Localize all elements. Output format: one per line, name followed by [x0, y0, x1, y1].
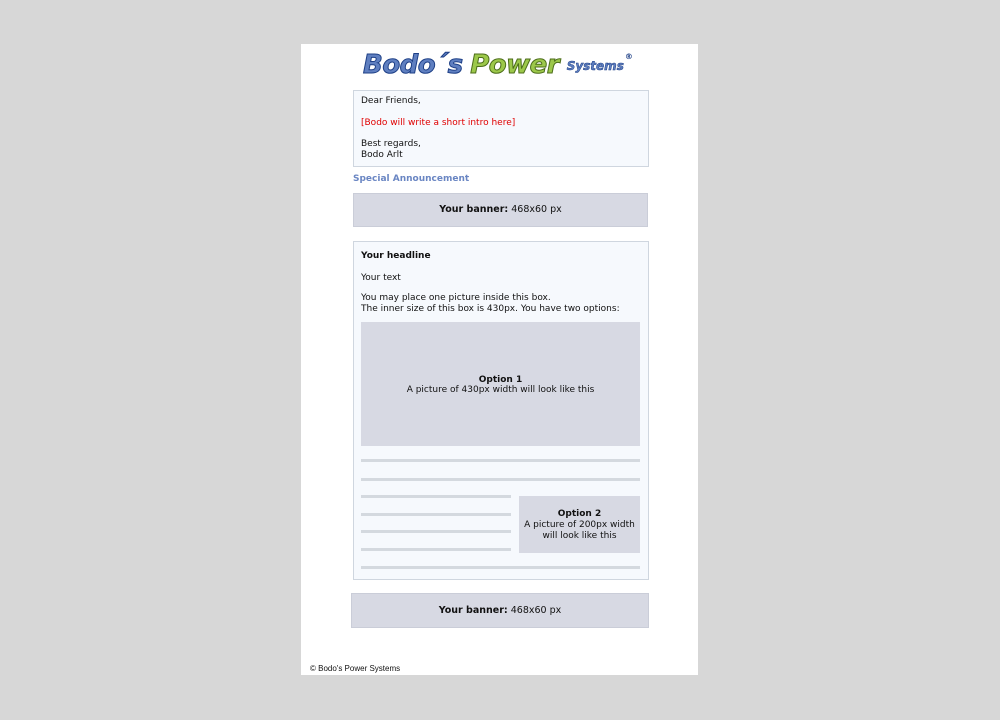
content-text: Your text [361, 273, 401, 283]
bottom-banner-size: 468x60 px [510, 605, 562, 616]
text-line-placeholder [361, 513, 511, 516]
logo-word-bodo: Bodo´s [363, 50, 463, 80]
content-info-line2: The inner size of this box is 430px. You have two options: [361, 304, 620, 314]
option1-picture-placeholder [361, 322, 640, 446]
content-info-line1: You may place one picture inside this box. [361, 293, 551, 303]
top-banner-label: Your banner: [439, 204, 509, 215]
top-banner-size: 468x60 px [511, 204, 562, 215]
bodos-power-systems-logo [363, 50, 633, 82]
special-announcement-heading: Special Announcement [353, 174, 470, 184]
newsletter-page [301, 44, 698, 675]
intro-box [353, 90, 649, 167]
text-line-placeholder [361, 459, 640, 462]
text-line-placeholder [361, 548, 511, 551]
text-line-placeholder [361, 566, 640, 569]
logo-word-power: Power [470, 50, 560, 80]
registered-mark: ® [624, 52, 633, 61]
content-box [353, 241, 649, 580]
logo-word-systems: Systems [566, 59, 624, 73]
text-line-placeholder [361, 495, 511, 498]
option2-description-line2: will look like this [542, 531, 617, 541]
intro-signature: Bodo Arlt [361, 150, 403, 160]
option1-description: A picture of 430px width will look like this [406, 385, 595, 395]
text-line-placeholder [361, 530, 511, 533]
content-headline: Your headline [361, 251, 431, 261]
intro-closing: Best regards, [361, 139, 421, 149]
copyright-footer: © Bodo's Power Systems [310, 664, 401, 673]
text-line-placeholder [361, 478, 640, 481]
bottom-banner-placeholder [351, 593, 649, 628]
option2-title: Option 2 [557, 509, 602, 519]
top-banner-placeholder [353, 193, 648, 227]
intro-placeholder: [Bodo will write a short intro here] [361, 118, 516, 128]
option2-picture-placeholder [519, 496, 640, 553]
option2-description-line1: A picture of 200px width [524, 520, 635, 530]
option1-title: Option 1 [478, 375, 523, 385]
bottom-banner-label: Your banner: [438, 605, 508, 616]
intro-greeting: Dear Friends, [361, 96, 421, 106]
